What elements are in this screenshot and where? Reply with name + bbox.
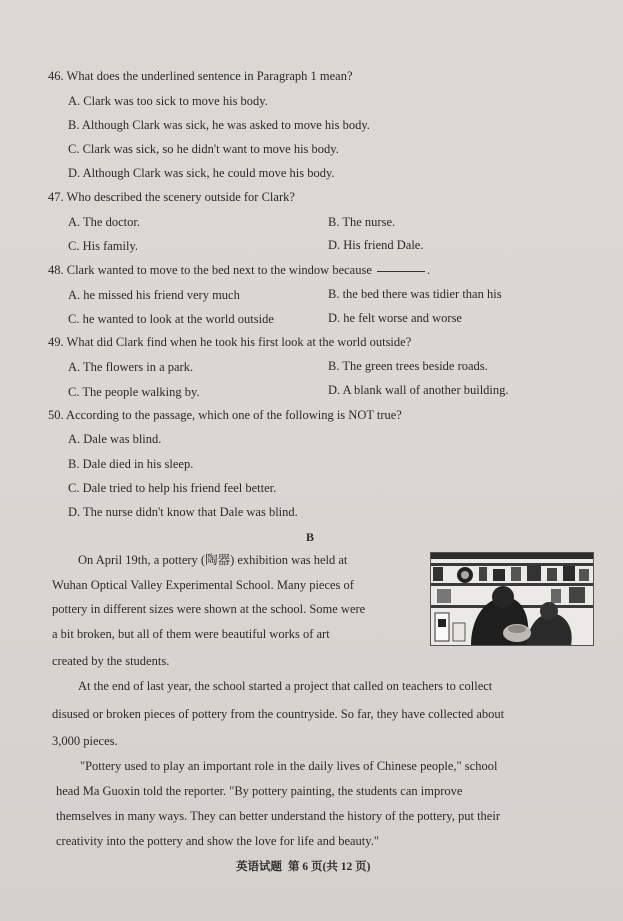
- question-50-stem: 50. According to the passage, which one of the following is NOT true?: [48, 408, 402, 422]
- section-heading: B: [306, 530, 315, 544]
- question-47-option-a: A. The doctor.: [68, 215, 140, 229]
- passage-line: "Pottery used to play an important role in the daily lives of Chinese people," school: [80, 759, 498, 773]
- passage-line: themselves in many ways. They can better understand the history of the pottery, put their: [56, 809, 500, 823]
- passage-line: a bit broken, but all of them were beautiful works of art: [52, 627, 330, 641]
- question-48-stem: [48, 262, 430, 278]
- question-46-option-b: B. Although Clark was sick, he was asked to move his body.: [68, 118, 370, 132]
- passage-line: On April 19th, a pottery (陶器) exhibition was held at: [78, 553, 348, 567]
- question-48-option-b: B. the bed there was tidier than his: [328, 287, 502, 301]
- question-48-option-c: C. he wanted to look at the world outside: [68, 312, 274, 326]
- passage-line: head Ma Guoxin told the reporter. "By pottery painting, the students can improve: [56, 784, 463, 798]
- question-49-stem: 49. What did Clark find when he took his first look at the world outside?: [48, 335, 412, 349]
- answer-blank: [377, 271, 425, 272]
- question-50-option-c: C. Dale tried to help his friend feel better.: [68, 481, 277, 495]
- question-46-option-c: C. Clark was sick, so he didn't want to move his body.: [68, 142, 339, 156]
- passage-line: creativity into the pottery and show the love for life and beauty.": [56, 834, 379, 848]
- question-50-option-a: A. Dale was blind.: [68, 432, 162, 446]
- question-48-option-a: A. he missed his friend very much: [68, 288, 240, 302]
- question-47-option-b: B. The nurse.: [328, 215, 396, 229]
- question-49-option-b: B. The green trees beside roads.: [328, 359, 488, 373]
- page-footer: [236, 858, 376, 874]
- question-49-option-d: D. A blank wall of another building.: [328, 383, 509, 397]
- question-46-option-a: A. Clark was too sick to move his body.: [68, 94, 268, 108]
- passage-line: 3,000 pieces.: [52, 734, 118, 748]
- question-49-option-a: A. The flowers in a park.: [68, 360, 194, 374]
- question-48-stem-text: 48. Clark wanted to move to the bed next to the window because: [48, 263, 372, 277]
- question-48-stem-end: .: [427, 263, 431, 277]
- question-47-stem: 47. Who described the scenery outside for Clark?: [48, 190, 295, 204]
- question-49-option-c: C. The people walking by.: [68, 385, 200, 399]
- footer-page-number: 第 6 页(共 12 页): [288, 861, 371, 873]
- pottery-exhibition-photo: [430, 552, 594, 646]
- passage-line: created by the students.: [52, 654, 170, 668]
- footer-subject: 英语试题: [236, 861, 282, 873]
- passage-line: Wuhan Optical Valley Experimental School. Many pieces of: [52, 578, 354, 592]
- question-50-option-b: B. Dale died in his sleep.: [68, 457, 194, 471]
- question-47-option-c: C. His family.: [68, 239, 139, 253]
- question-47-option-d: D. His friend Dale.: [328, 238, 424, 252]
- question-50-option-d: D. The nurse didn't know that Dale was blind.: [68, 505, 298, 519]
- question-46-option-d: D. Although Clark was sick, he could move his body.: [68, 166, 335, 180]
- passage-line: disused or broken pieces of pottery from the countryside. So far, they have collected about: [52, 707, 505, 721]
- passage-line: At the end of last year, the school started a project that called on teachers to collect: [78, 679, 493, 693]
- question-48-option-d: D. he felt worse and worse: [328, 311, 462, 325]
- passage-line: pottery in different sizes were shown at the school. Some were: [52, 602, 366, 616]
- pottery-photo-illustration: [431, 553, 593, 645]
- question-46-stem: 46. What does the underlined sentence in Paragraph 1 mean?: [48, 69, 353, 83]
